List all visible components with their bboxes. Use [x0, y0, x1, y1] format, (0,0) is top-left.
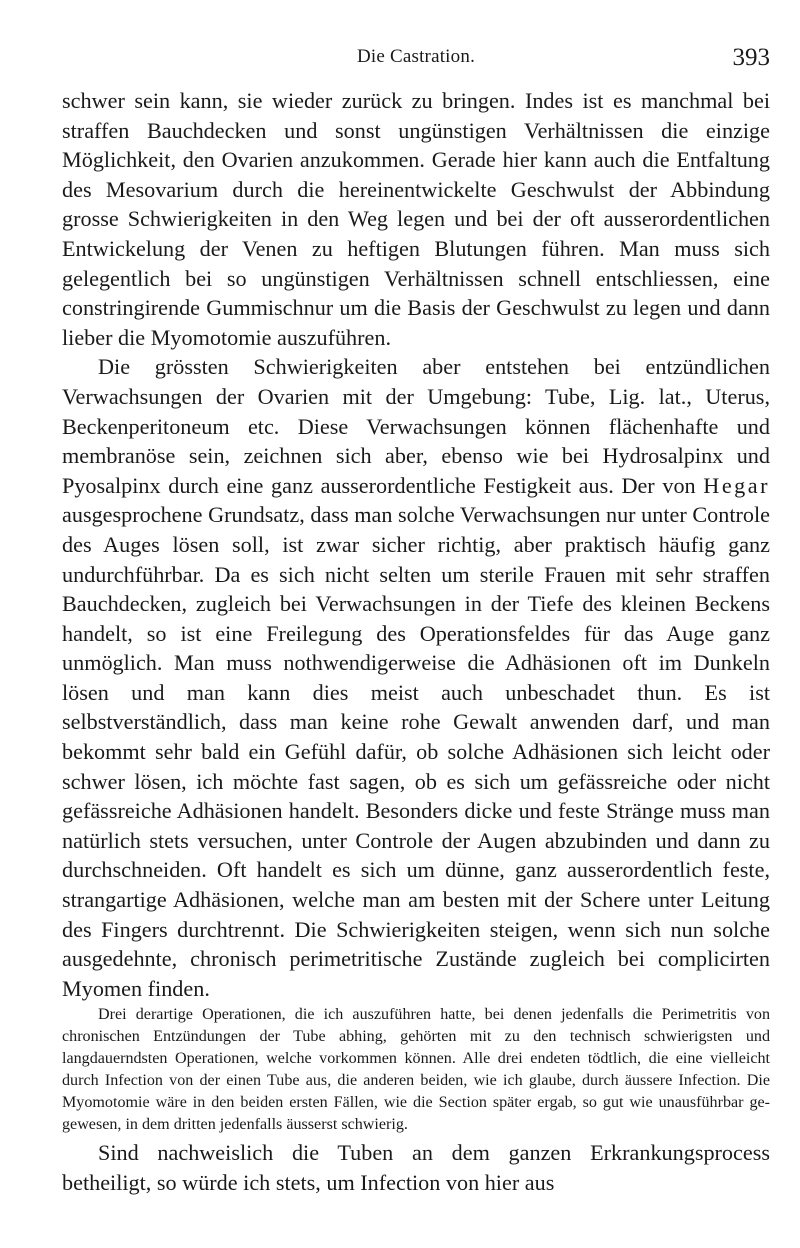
page-number: 393	[732, 44, 770, 71]
paragraph-1: schwer sein kann, sie wieder zurück zu bringen. Indes ist es manchmal bei straffen Bauchdecken und sonst ungünstigen Verhältnissen die einzige Möglichkeit, den Ovarien anzukommen. Gerade hier kann auch die Entfaltung des Mesovarium durch die hereinentwickelte Geschwulst der Abbindung grosse Schwierigkeiten in den Weg legen und bei der oft ausserordentlichen Entwickelung der Venen zu heftigen Blutungen führen. Man muss sich gelegentlich bei so ungünstigen Verhältnissen schnell entschliessen, eine constringirende Gummischnur um die Basis der Geschwulst zu legen und dann lieber die Myomotomie auszuführen.	[62, 88, 770, 350]
paragraph-2-text-after: ausgesprochene Grundsatz, dass man solche Verwachsungen nur unter Controle des Auges lösen soll, ist zwar sicher richtig, aber praktisch häufig ganz undurchführbar. Da es sich nicht selten um sterile Frauen mit sehr straffen Bauchdecken, zugleich bei Verwachsungen in der Tiefe des kleinen Beckens handelt, so ist eine Freilegung des Operationsfeldes für das Auge ganz unmöglich. Man muss nothwendigerweise die Adhäsionen oft im Dunkeln lösen und man kann dies meist auch unbeschadet thun. Es ist selbstverständlich, dass man keine rohe Gewalt anwenden darf, und man bekommt sehr bald ein Gefühl dafür, ob solche Adhäsionen sich leicht oder schwer lösen, ich möchte fast sagen, ob es sich um gefässreiche oder nicht gefässreiche Adhäsionen handelt. Besonders dicke und feste Stränge muss man natürlich stets versuchen, unter Controle der Augen abzubinden und dann zu durchschneiden. Oft handelt es sich um dünne, ganz ausserordentlich feste, strangartige Adhäsionen, welche man am besten mit der Schere unter Leitung des Fingers durchtrennt. Die Schwierigkeiten steigen, wenn sich nun solche ausgedehnte, chronisch perimetritische Zustände zugleich bei complicirten Myomen finden.	[62, 502, 770, 1001]
paragraph-3-small-print: Drei derartige Operationen, die ich auszuführen hatte, bei denen jedenfalls die Perimetritis von chronischen Entzündungen der Tube abhing, gehörten mit zu den technisch schwierigsten und langdauerndsten Operationen, welche vorkommen können. Alle drei endeten tödtlich, die eine vielleicht durch Infection von der einen Tube aus, die anderen beiden, wie ich glaube, durch äussere Infection. Die Myomotomie wäre in den beiden ersten Fällen, wie die Section später ergab, so gut wie unausführbar gegewesen, in dem dritten jedenfalls äusserst schwierig.	[62, 1006, 770, 1134]
page-header	[62, 46, 770, 80]
paragraph-2	[62, 352, 770, 1003]
paragraph-2-text-before: Die grössten Schwierigkeiten aber entstehen bei entzündlichen Verwachsungen der Ovarien mit der Umgebung: Tube, Lig. lat., Uterus, Beckenperitoneum etc. Diese Verwachsungen können flächenhafte und membranöse sein, zeichnen sich aber, ebenso wie bei Hydrosalpinx und Pyosalpinx durch eine ganz ausserordentliche Festigkeit aus. Der von	[62, 354, 770, 498]
running-title: Die Castration.	[356, 46, 476, 67]
page-body	[62, 86, 770, 1198]
paragraph-4: Sind nachweislich die Tuben an dem ganzen Erkrankungsprocess betheiligt, so würde ich stets, um Infection von hier aus	[62, 1140, 770, 1195]
author-name-hegar: Hegar	[703, 472, 770, 498]
